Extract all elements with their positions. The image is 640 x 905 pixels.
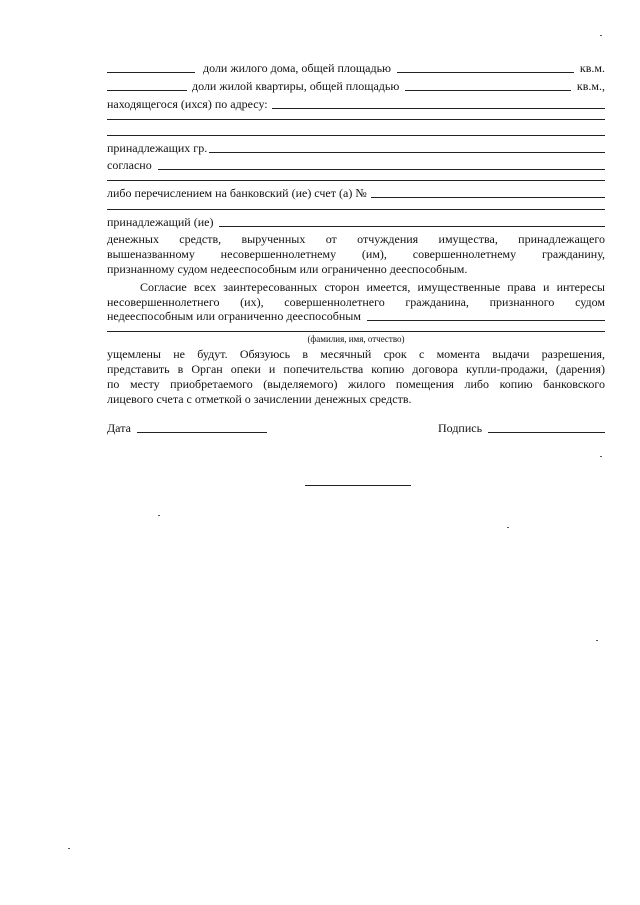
date-line <box>107 420 267 435</box>
para3-line-1: ущемлены не будут. Обязуюсь в месячный срок с момента выдачи разрешения, <box>107 347 605 361</box>
full-name-line[interactable] <box>107 331 605 332</box>
scan-speck <box>596 640 598 641</box>
account-owner-label: принадлежащий (ие) <box>107 215 214 229</box>
owner-label: принадлежащих гр. <box>107 141 208 155</box>
para3-line-2: представить в Орган опеки и попечительства копию договора купли-продажи, (дарения) <box>107 362 605 376</box>
flat-share-blank-field[interactable] <box>107 90 187 91</box>
owner-field[interactable] <box>209 152 605 153</box>
date-label: Дата <box>107 421 131 435</box>
account-owner-field[interactable] <box>219 226 605 227</box>
bank-account-line <box>107 185 605 200</box>
full-name-caption: (фамилия, имя, отчество) <box>307 334 405 344</box>
signature-line <box>438 420 605 435</box>
basis-label: согласно <box>107 158 152 172</box>
guardian-name-field[interactable] <box>367 320 605 321</box>
para2-line-3: недееспособным или ограниченно дееспособным <box>107 309 361 323</box>
address-label: находящегося (ихся) по адресу: <box>107 97 268 111</box>
basis-continuation-line[interactable] <box>107 180 605 181</box>
scan-speck <box>600 35 602 36</box>
scan-speck <box>158 515 160 516</box>
address-field[interactable] <box>272 108 605 109</box>
bank-account-label: либо перечислением на банковский (ие) счет (а) № <box>107 186 367 200</box>
guardian-name-line <box>107 308 605 323</box>
para3-line-3: по месту приобретаемого (выделяемого) жилого помещения либо копию банковского <box>107 377 605 391</box>
share-blank-field[interactable] <box>107 72 195 73</box>
house-area-field[interactable] <box>397 72 574 73</box>
bank-continuation-line[interactable] <box>107 209 605 210</box>
flat-area-unit: кв.м., <box>576 79 605 93</box>
signature-field[interactable] <box>488 432 605 433</box>
basis-field[interactable] <box>158 169 605 170</box>
para1-line-3: признанному судом недееспособным или ограниченно дееспособным. <box>107 262 468 276</box>
para1-line-1: денежных средств, вырученных от отчуждения имущества, принадлежащего <box>107 232 605 246</box>
address-line <box>107 96 605 111</box>
signature-label: Подпись <box>438 421 483 435</box>
house-area-unit: кв.м. <box>579 61 605 75</box>
flat-share-line <box>107 78 605 93</box>
basis-line <box>107 157 605 172</box>
scan-speck <box>600 456 602 457</box>
para3-line-4: лицевого счета с отметкой о зачислении денежных средств. <box>107 392 412 406</box>
house-share-label: доли жилого дома, общей площадью <box>203 61 392 75</box>
address-continuation-line-1[interactable] <box>107 119 605 120</box>
date-field[interactable] <box>137 432 267 433</box>
para2-line-2: несовершеннолетнего (их), совершеннолетнего гражданина, признанного судом <box>107 295 605 309</box>
account-owner-line <box>107 214 605 229</box>
closing-separator <box>305 485 411 486</box>
address-continuation-line-2[interactable] <box>107 135 605 136</box>
scan-speck <box>68 848 70 849</box>
scan-speck <box>507 527 509 528</box>
house-share-line <box>107 60 605 75</box>
para1-line-2: вышеназванному несовершеннолетнему (им), совершеннолетнему гражданину, <box>107 247 605 261</box>
bank-account-field[interactable] <box>371 197 605 198</box>
para2-line-1: Согласие всех заинтересованных сторон имеется, имущественные права и интересы <box>140 280 605 294</box>
flat-share-label: доли жилой квартиры, общей площадью <box>192 79 400 93</box>
flat-area-field[interactable] <box>405 90 571 91</box>
owner-line <box>107 140 605 155</box>
